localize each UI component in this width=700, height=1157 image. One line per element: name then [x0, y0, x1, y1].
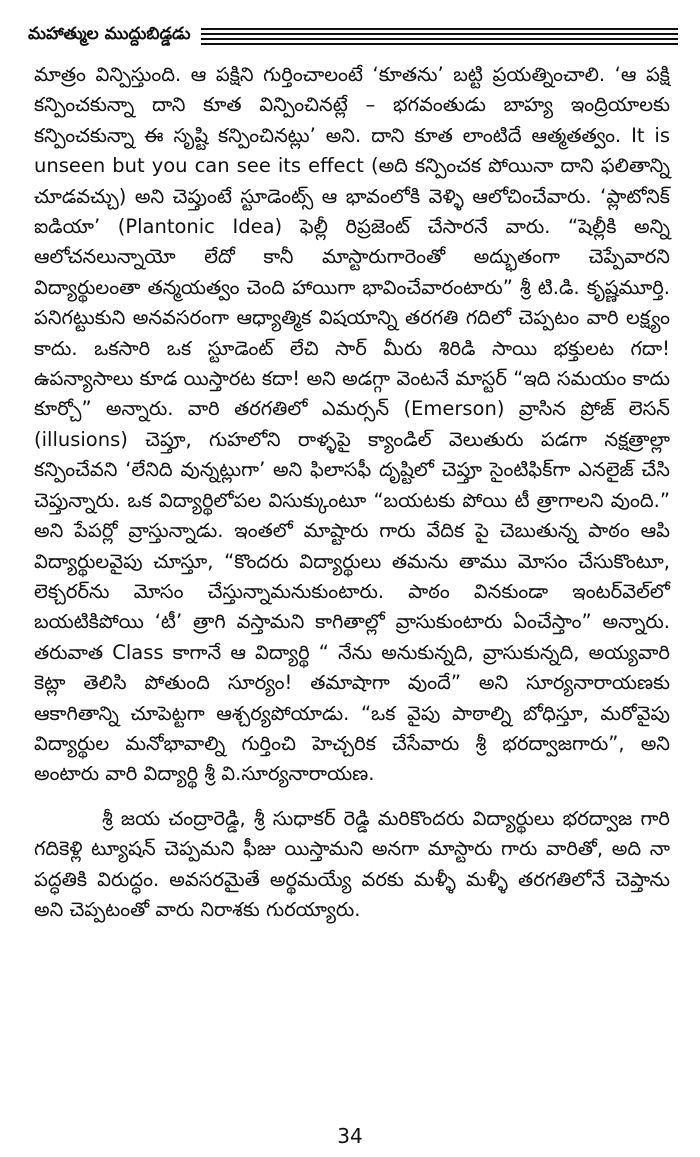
header-rule	[201, 38, 678, 40]
header-rule	[201, 33, 678, 35]
header-rules	[201, 28, 678, 45]
paragraph-1: మాత్రం విన్పిస్తుంది. ఆ పక్షిని గుర్తించాలంటే ‘కూతను’ బట్టి ప్రయత్నించాలి. ‘ఆ పక్షి కన్పించకున్నా దాని కూత విన్పించినట్లే – భగవంతుడు బాహ్య ఇంద్రియాలకు కన్పించకున్నా ఈ సృష్టి కన్పించినట్లు’ అని. దాని కూత లాంటిదే ఆత్మతత్వం. It is unseen but you can see its effect (అది కన్పించక పోయినా దాని ఫలితాన్ని చూడవచ్చు) అని చెప్తుంటే స్టూడెంట్స్ ఆ భావంలోకి వెళ్ళి ఆలోచించేవారు. ‘ప్లాటోనిక్ ఐడియా’ (Plantonic Idea) ఫెల్లీ రిప్రజెంట్ చేసారనే వారు. “షెల్లీకి అన్ని ఆలోచనలున్నాయో లేదో కానీ మాస్టారుగారెంతో అద్భుతంగా చెప్పేవారని విద్యార్థులంతా తన్మయత్వం చెంది హాయిగా భావించేవారంటారు” శ్రీ టి.డి. కృష్ణమూర్తి. పనిగట్టుకుని అనవసరంగా ఆధ్యాత్మిక విషయాన్ని తరగతి గదిలో చెప్పటం వారి లక్ష్యం కాదు. ఒకసారి ఒక స్టూడెంట్ లేచి సార్ మీరు శిరిడి సాయి భక్తులట గదా! ఉపన్యాసాలు కూడ యిస్తారట కదా! అని అడగ్గా వెంటనే మాస్టర్ “ఇది సమయం కాదు కూర్చో” అన్నారు. వారి తరగతిలో ఎమర్సన్ (Emerson) వ్రాసిన ప్రోజ్ లెసన్ (illusions) చెప్తూ, గుహలోని రాళ్ళపై క్యాండిల్ వెలుతురు పడగా నక్షత్రాల్లా కన్పించేవని ‘లేనిది వున్నట్లుగా’ అని ఫిలాసఫీ దృష్టిలో చెప్తూ సైంటిఫిక్‌గా ఎనలైజ్ చేసి చెప్తున్నారు. ఒక విద్యార్థిలోపల విసుక్కుంటూ “బయటకు పోయి టీ త్రాగాలని వుంది.” అని పేపర్లో వ్రాస్తున్నాడు. ఇంతలో మాష్టారు గారు వేదిక పై చెబుతున్న పాఠం ఆపి విద్యార్థులవైపు చూస్తూ, “కొందరు విద్యార్థులు తమను తాము మోసం చేసుకొంటూ, లెక్చరర్‌ను మోసం చేస్తున్నామనుకుంటారు. పాఠం వినకుండా ఇంటర్‌వెల్‌లో బయటికిపోయి ‘టీ’ త్రాగి వస్తామని కాగితాల్లో వ్రాసుకుంటారు ఏంచేస్తాం” అన్నారు. తరువాత Class కాగానే ఆ విద్యార్థి “ నేను అనుకున్నది, వ్రాసుకున్నది, అయ్యవారి కెట్లా తెలిసి పోతుంది సూర్యం! తమాషాగా వుందే” అని సూర్యనారాయణకు ఆకాగితాన్ని చూపెట్టగా ఆశ్చర్యపోయాడు. “ఒక వైపు పాఠాల్ని బోధిస్తూ, మరోవైపు విద్యార్థుల మనోభావాల్ని గుర్తించి హెచ్చరిక చేసేవారు శ్రీ భరద్వాజగారు”, అని అంటారు వారి విద్యార్థి శ్రీ వి.సూర్యనారాయణ.	[34, 63, 670, 786]
book-title: మహాత్ముల ముద్దుబిడ్డడు	[28, 24, 191, 44]
page-body	[34, 60, 670, 925]
paragraph-2: శ్రీ జయ చంద్రారెడ్డి, శ్రీ సుధాకర్ రెడ్డి మరికొందరు విద్యార్థులు భరద్వాజ గారి గదికెళ్లి ట్యూషన్ చెప్పమని ఫీజు యిస్తామని అనగా మాస్టారు గారు వారితో, అది నా పద్ధతికి విరుద్ధం. అవసరమైతే అర్థమయ్యే వరకు మళ్ళీ మళ్ళీ తరగతిలోనే చెప్తాను అని చెప్పటంతో వారు నిరాశకు గురయ్యారు.	[34, 806, 670, 921]
running-header	[28, 18, 678, 54]
page-number: 34	[337, 1124, 363, 1148]
header-rule	[201, 43, 678, 45]
header-rule	[201, 28, 678, 30]
